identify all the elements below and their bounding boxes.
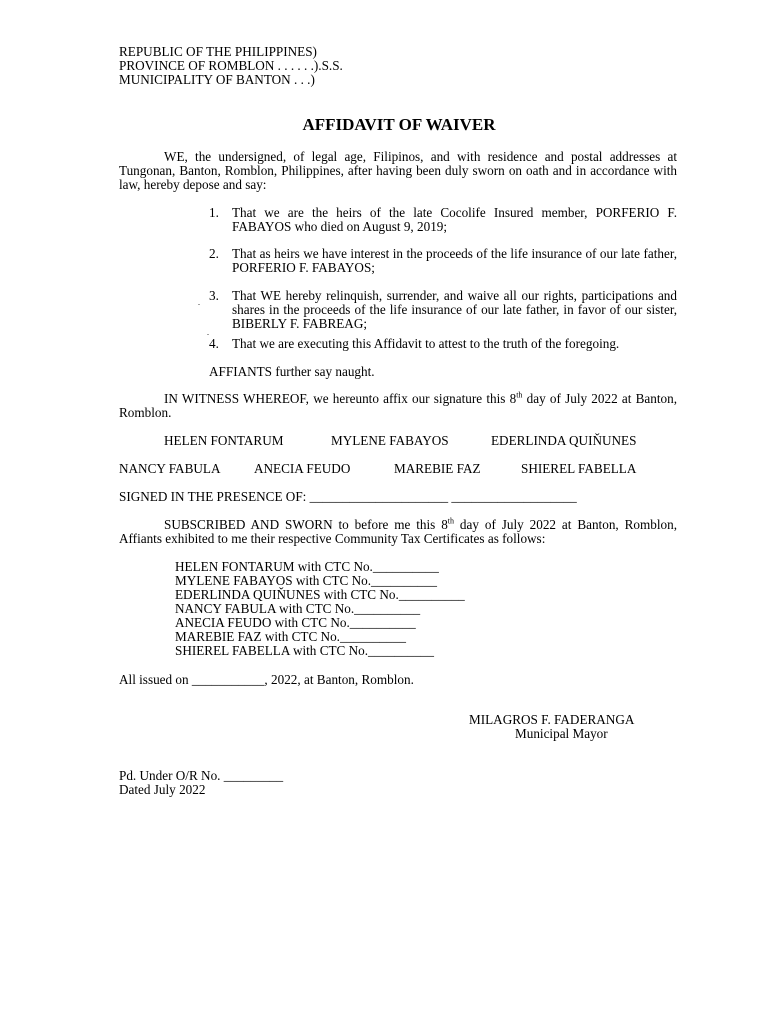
document-title: AFFIDAVIT OF WAIVER — [302, 115, 496, 134]
affiant-name: HELEN FONTARUM — [164, 433, 284, 448]
sworn-text-end: day of July 2022 at Banton, Romblon, Affiants exhibited to me their respective Community Tax Certificates as follows: — [119, 517, 677, 546]
intro-text: WE, the undersigned, of legal age, Filipinos, and with residence and postal addresses at Tungonan, Banton, Romblon, Philippines, after having been duly sworn on oath and in accordance with law, hereby depose and say: — [119, 149, 677, 192]
affiant-name: EDERLINDA QUIŇUNES — [491, 433, 637, 448]
witness-text-end: day of July 2022 at Banton, Romblon. — [119, 391, 677, 420]
item-number: 3. — [209, 288, 219, 303]
witness-paragraph — [119, 392, 677, 420]
sworn-paragraph — [119, 518, 677, 546]
list-item — [209, 206, 677, 234]
signed-presence-line: SIGNED IN THE PRESENCE OF: _____________________ ___________________ — [119, 489, 577, 504]
mayor-name: MILAGROS F. FADERANGA — [469, 712, 635, 727]
witness-ordinal: th — [516, 390, 523, 400]
sworn-ordinal: th — [447, 516, 455, 526]
stray-mark: . — [207, 328, 209, 337]
stray-mark: . — [198, 298, 200, 307]
witness-text-start: IN WITNESS WHEREOF, we hereunto affix our signature this 8 — [164, 391, 517, 406]
mayor-title: Municipal Mayor — [515, 726, 608, 741]
ctc-list — [175, 560, 465, 658]
ctc-line: MYLENE FABAYOS with CTC No.__________ — [175, 573, 437, 588]
ctc-line: ANECIA FEUDO with CTC No.__________ — [175, 615, 416, 630]
ctc-line: EDERLINDA QUIŇUNES with CTC No.__________ — [175, 587, 465, 602]
header-municipality: MUNICIPALITY OF BANTON . . .) — [119, 72, 315, 87]
list-item — [209, 289, 677, 331]
list-item — [209, 247, 677, 275]
issued-line: All issued on ___________, 2022, at Banton, Romblon. — [119, 672, 414, 687]
item-text: That we are the heirs of the late Cocolife Insured member, PORFERIO F. FABAYOS who died on August 9, 2019; — [232, 205, 677, 234]
affiant-name: MAREBIE FAZ — [394, 461, 481, 476]
item-number: 2. — [209, 246, 219, 261]
affiant-name: NANCY FABULA — [119, 461, 221, 476]
affiant-name: SHIEREL FABELLA — [521, 461, 637, 476]
header-republic: REPUBLIC OF THE PHILIPPINES) — [119, 44, 317, 59]
affiant-name: MYLENE FABAYOS — [331, 433, 449, 448]
ctc-line: MAREBIE FAZ with CTC No.__________ — [175, 629, 406, 644]
list-item — [209, 337, 677, 351]
dated-line: Dated July 2022 — [119, 782, 206, 797]
affiant-name: ANECIA FEUDO — [254, 461, 351, 476]
ctc-line: SHIEREL FABELLA with CTC No.__________ — [175, 643, 434, 658]
item-number: 4. — [209, 336, 219, 351]
ctc-line: HELEN FONTARUM with CTC No.__________ — [175, 559, 439, 574]
sworn-text-start: SUBSCRIBED AND SWORN to before me this 8 — [164, 517, 448, 532]
header-province: PROVINCE OF ROMBLON . . . . . .).S.S. — [119, 58, 343, 73]
ctc-line: NANCY FABULA with CTC No.__________ — [175, 601, 421, 616]
notarial-header — [119, 45, 343, 87]
pd-under-or: Pd. Under O/R No. _________ — [119, 768, 284, 783]
item-text: That WE hereby relinquish, surrender, and waive all our rights, participations and shares in the proceeds of the life insurance of our late father, in favor of our sister, BIBERLY F. FABREAG; — [232, 288, 677, 331]
affiants-further: AFFIANTS further say naught. — [209, 364, 375, 379]
item-text: That as heirs we have interest in the proceeds of the life insurance of our late father, PORFERIO F. FABAYOS; — [232, 246, 677, 275]
item-text: That we are executing this Affidavit to attest to the truth of the foregoing. — [232, 336, 620, 351]
intro-paragraph — [119, 150, 677, 192]
item-number: 1. — [209, 205, 219, 220]
